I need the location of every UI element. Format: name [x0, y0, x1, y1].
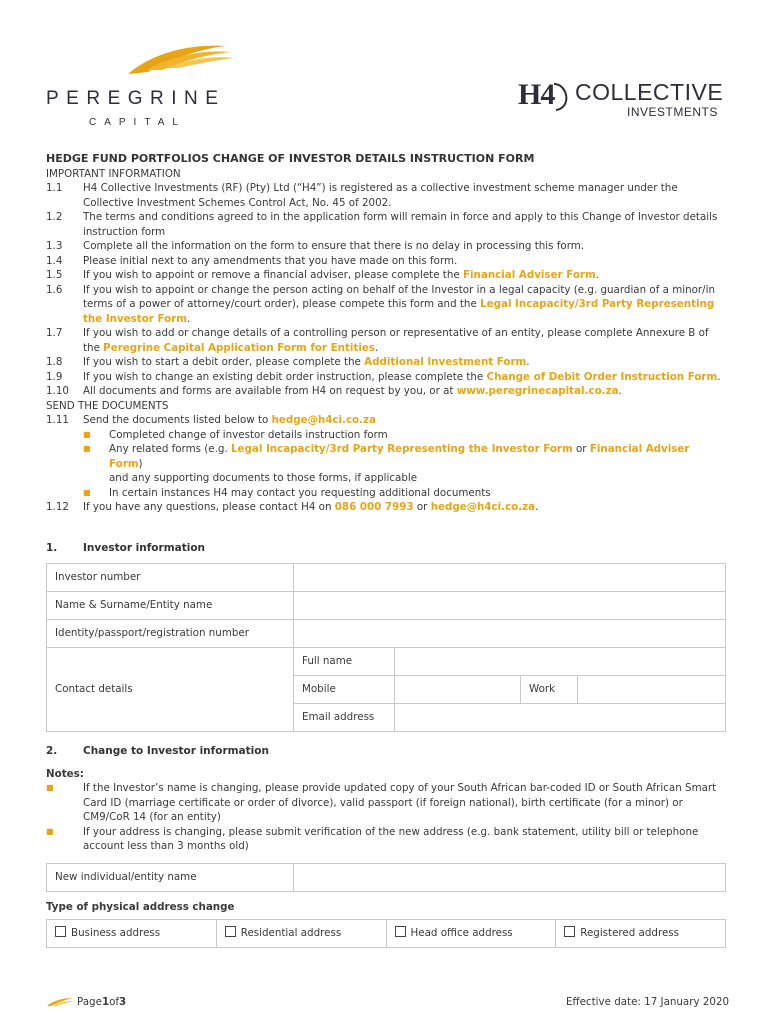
- checkbox-icon[interactable]: [55, 926, 66, 937]
- brand-peregrine: PEREGRINE: [46, 88, 226, 109]
- entities-application-form-link[interactable]: Peregrine Capital Application Form for Entities: [103, 341, 375, 354]
- peregrine-wing-icon: [126, 40, 246, 80]
- item-number: 1.1: [46, 182, 63, 194]
- item-text: The terms and conditions agreed to in the application form will remain in force and apply to this Change of Investor details instruction form: [83, 211, 718, 238]
- item-text: If you wish to change an existing debit order instruction, please complete the Change of Debit Order Instruction Form.: [83, 370, 721, 383]
- info-item: [46, 500, 726, 515]
- info-item: [46, 384, 726, 399]
- label-investor-number: Investor number: [47, 564, 294, 592]
- full-name-input[interactable]: [395, 648, 726, 676]
- info-item: [46, 181, 726, 210]
- identity-input[interactable]: [294, 620, 726, 648]
- notes-heading: Notes:: [46, 767, 84, 780]
- info-item: [46, 370, 726, 385]
- label-contact-details: Contact details: [47, 648, 294, 732]
- residential-address-option[interactable]: Residential address: [216, 920, 386, 948]
- form-title: HEDGE FUND PORTFOLIOS CHANGE OF INVESTOR DETAILS INSTRUCTION FORM: [46, 152, 535, 165]
- legal-incapacity-form-link[interactable]: Legal Incapacity/3rd Party Representing the Investor Form: [83, 298, 715, 325]
- item-text: Complete all the information on the form to ensure that there is no delay in processing this form.: [83, 240, 585, 252]
- section-1-heading: 1. Investor information: [46, 541, 206, 554]
- item-number: 1.10: [46, 385, 69, 397]
- note-item: ■ If the Investor’s name is changing, please provide updated copy of your South African bar-coded ID or South African Smart Card ID (marriage certificate or order of divorce), valid passport (if foreign national), birth certificate (for a minor) or CM9/CoR 14 (for an entity): [46, 782, 717, 823]
- info-item: [46, 326, 726, 355]
- item-number: 1.8: [46, 356, 63, 368]
- send-heading: SEND THE DOCUMENTS: [46, 399, 169, 412]
- new-name-input[interactable]: [294, 863, 726, 891]
- website-link[interactable]: www.peregrinecapital.co.za: [456, 385, 619, 397]
- label-new-name: New individual/entity name: [47, 863, 294, 891]
- address-type-heading: Type of physical address change: [46, 900, 235, 913]
- item-text: Please initial next to any amendments that you have made on this form.: [83, 254, 458, 267]
- item-text: H4 Collective Investments (RF) (Pty) Ltd (“H4”) is registered as a collective investment scheme manager under the Collective Investment Schemes Control Act, No. 45 of 2002.: [83, 182, 678, 209]
- investor-number-input[interactable]: [294, 564, 726, 592]
- name-input[interactable]: [294, 592, 726, 620]
- brand-collective: COLLECTIVE: [575, 79, 724, 105]
- list-item: ■ Any related forms (e.g. Legal Incapacity/3rd Party Representing the Investor Form or Financial Adviser Form): [83, 443, 690, 470]
- label-email: Email address: [294, 704, 395, 732]
- item-text: If you wish to appoint or remove a financial adviser, please complete the Financial Adviser Form.: [83, 269, 599, 281]
- bullet-icon: ■: [83, 429, 91, 439]
- info-item: [46, 268, 726, 283]
- label-mobile: Mobile: [294, 676, 395, 704]
- brand-capital: CAPITAL: [89, 117, 186, 128]
- registered-address-option[interactable]: Registered address: [556, 920, 726, 948]
- checkbox-icon[interactable]: [564, 926, 575, 937]
- peregrine-logo: [46, 40, 236, 135]
- item-number: 1.5: [46, 269, 63, 281]
- info-item: [46, 210, 726, 239]
- work-input[interactable]: [578, 676, 726, 704]
- checkbox-icon[interactable]: [225, 926, 236, 937]
- financial-adviser-form-link[interactable]: Financial Adviser Form: [462, 269, 596, 281]
- page-number: Page 1 of 3: [46, 996, 126, 1008]
- info-item: [46, 239, 726, 254]
- investor-info-table: [46, 563, 726, 732]
- item-number: 1.3: [46, 240, 63, 252]
- item-number: 1.11: [46, 414, 69, 426]
- item-text: If you have any questions, please contact H4 on 086 000 7993 or hedge@h4ci.co.za.: [83, 501, 539, 513]
- item-text: If you wish to appoint or change the person acting on behalf of the Investor in a legal capacity (e.g. guardian of a minor/in terms of a power of attorney/court order), please compete this form and the Legal Incapacity/3rd Party Representing the Investor Form.: [83, 283, 716, 325]
- phone-link[interactable]: 086 000 7993: [334, 501, 414, 513]
- item-number: 1.6: [46, 283, 63, 296]
- info-item: [46, 283, 726, 327]
- label-full-name: Full name: [294, 648, 395, 676]
- important-heading: IMPORTANT INFORMATION: [46, 167, 181, 180]
- new-name-table: [46, 863, 726, 892]
- head-office-address-option[interactable]: Head office address: [386, 920, 556, 948]
- email-link[interactable]: hedge@h4ci.co.za: [430, 501, 536, 513]
- form-content: [46, 152, 726, 948]
- additional-investment-form-link[interactable]: Additional Investment Form: [364, 356, 527, 368]
- item-text: All documents and forms are available from H4 on request by you, or at www.peregrinecapital.co.za.: [83, 385, 622, 397]
- section-2-heading: 2. Change to Investor information: [46, 745, 269, 757]
- brand-investments: INVESTMENTS: [627, 105, 718, 119]
- checkbox-icon[interactable]: [395, 926, 406, 937]
- debit-order-form-link[interactable]: Change of Debit Order Instruction Form: [486, 370, 718, 383]
- financial-adviser-form-link[interactable]: Financial Adviser Form: [109, 443, 690, 470]
- info-item: [46, 355, 726, 370]
- info-item: [46, 413, 726, 428]
- item-number: 1.7: [46, 327, 63, 339]
- business-address-option[interactable]: Business address: [47, 920, 217, 948]
- wing-icon: [46, 997, 74, 1007]
- effective-date: Effective date: 17 January 2020: [566, 996, 730, 1008]
- mobile-input[interactable]: [395, 676, 521, 704]
- bullet-icon: ■: [83, 444, 91, 453]
- item-number: 1.4: [46, 254, 63, 267]
- item-number: 1.2: [46, 211, 63, 223]
- legal-incapacity-form-link[interactable]: Legal Incapacity/3rd Party Representing the Investor Form: [230, 443, 573, 455]
- list-item: ■ In certain instances H4 may contact you requesting additional documents: [83, 486, 491, 499]
- item-number: 1.12: [46, 501, 69, 513]
- email-link[interactable]: hedge@h4ci.co.za: [271, 414, 376, 426]
- item-text: If you wish to add or change details of a controlling person or representative of an entity, please complete Annexure B of the Peregrine Capital Application Form for Entities.: [83, 327, 709, 354]
- bullet-icon: ■: [46, 783, 54, 792]
- bullet-icon: ■: [46, 826, 54, 836]
- h4-logo: [518, 78, 733, 123]
- info-item: [46, 254, 726, 269]
- h4-ring-icon: [552, 80, 576, 114]
- brand-h4: H4: [518, 78, 555, 111]
- item-text: If you wish to start a debit order, please complete the Additional Investment Form.: [83, 356, 530, 368]
- list-item: ■ Completed change of investor details instruction form: [83, 428, 388, 441]
- list-item: and any supporting documents to those forms, if applicable: [109, 472, 418, 484]
- email-input[interactable]: [395, 704, 726, 732]
- label-work: Work: [521, 676, 578, 704]
- bullet-icon: ■: [83, 487, 91, 497]
- note-item: ■ If your address is changing, please submit verification of the new address (e.g. bank statement, utility bill or telephone account less than 3 months old): [46, 825, 699, 852]
- label-name: Name & Surname/Entity name: [47, 592, 294, 620]
- address-type-table: [46, 919, 726, 948]
- item-number: 1.9: [46, 370, 63, 383]
- item-text: Send the documents listed below to hedge@h4ci.co.za: [83, 414, 376, 426]
- label-identity: Identity/passport/registration number: [47, 620, 294, 648]
